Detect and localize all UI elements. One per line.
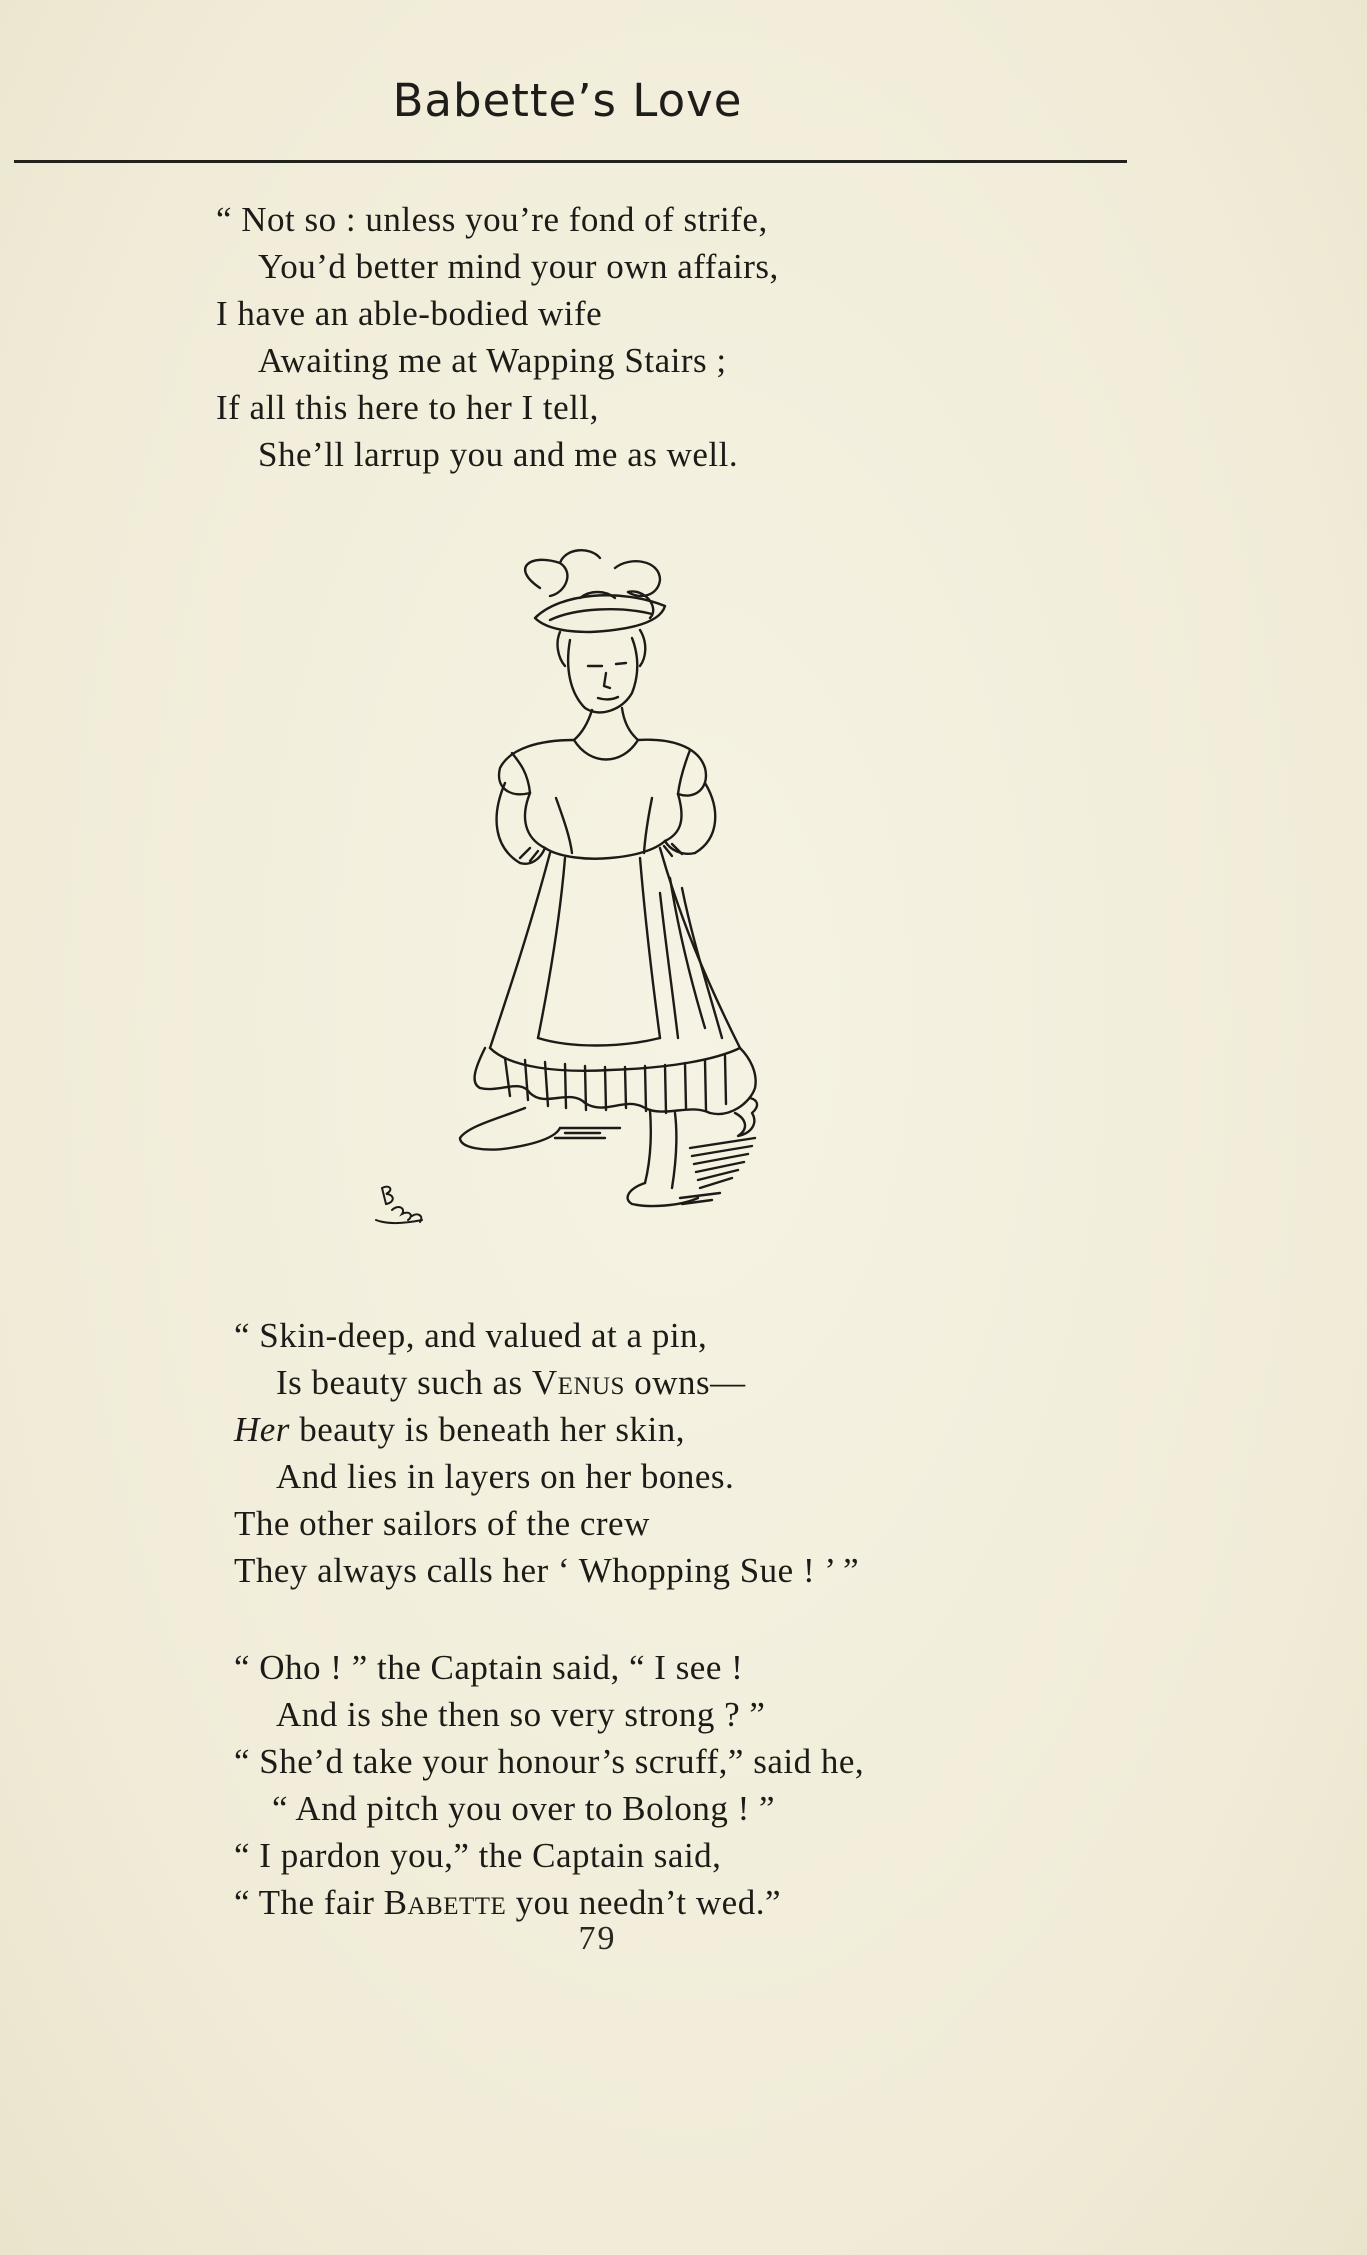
verse-line: The other sailors of the crew [234, 1504, 650, 1543]
verse-line: I have an able-bodied wife [216, 294, 603, 333]
woman-illustration [360, 548, 800, 1238]
verse-italic-word: Her [234, 1410, 290, 1449]
verse-line: “ Skin-deep, and valued at a pin, [234, 1316, 708, 1355]
stanza-2 [234, 1312, 859, 1594]
verse-text: “ The fair [234, 1883, 384, 1922]
verse-line: “ Not so : unless you’re fond of strife, [216, 200, 768, 239]
stanza-1 [216, 196, 779, 478]
verse-line [234, 1406, 859, 1453]
verse-line: They always calls her ‘ Whopping Sue ! ’ ” [234, 1551, 860, 1590]
verse-line: “ I pardon you,” the Captain said, [234, 1836, 722, 1875]
verse-line: Awaiting me at Wapping Stairs ; [258, 341, 727, 380]
verse-text: beauty is beneath her skin, [289, 1410, 685, 1449]
verse-text: Is beauty such as [276, 1363, 532, 1402]
verse-line: She’ll larrup you and me as well. [258, 435, 739, 474]
stanza-3 [234, 1644, 864, 1926]
verse-line: If all this here to her I tell, [216, 388, 599, 427]
verse-smallcaps-name: Babette [383, 1883, 507, 1922]
woman-in-feathered-hat-icon [360, 548, 800, 1238]
verse-text: owns— [624, 1363, 746, 1402]
verse-text: you needn’t wed.” [506, 1883, 781, 1922]
running-head-title: Babette’s Love [392, 74, 743, 127]
verse-line [234, 1879, 864, 1926]
verse-line: “ And pitch you over to Bolong ! ” [272, 1789, 776, 1828]
artist-initials-mark [372, 1180, 432, 1230]
page-number: 79 [578, 1920, 617, 1957]
verse-line: “ She’d take your honour’s scruff,” said he, [234, 1742, 865, 1781]
verse-smallcaps-name: Venus [531, 1363, 625, 1402]
verse-line: You’d better mind your own affairs, [258, 247, 779, 286]
verse-line: And is she then so very strong ? ” [276, 1695, 766, 1734]
verse-line: And lies in layers on her bones. [276, 1457, 735, 1496]
header-rule [14, 160, 1127, 163]
verse-line: “ Oho ! ” the Captain said, “ I see ! [234, 1648, 744, 1687]
verse-line [234, 1359, 859, 1406]
